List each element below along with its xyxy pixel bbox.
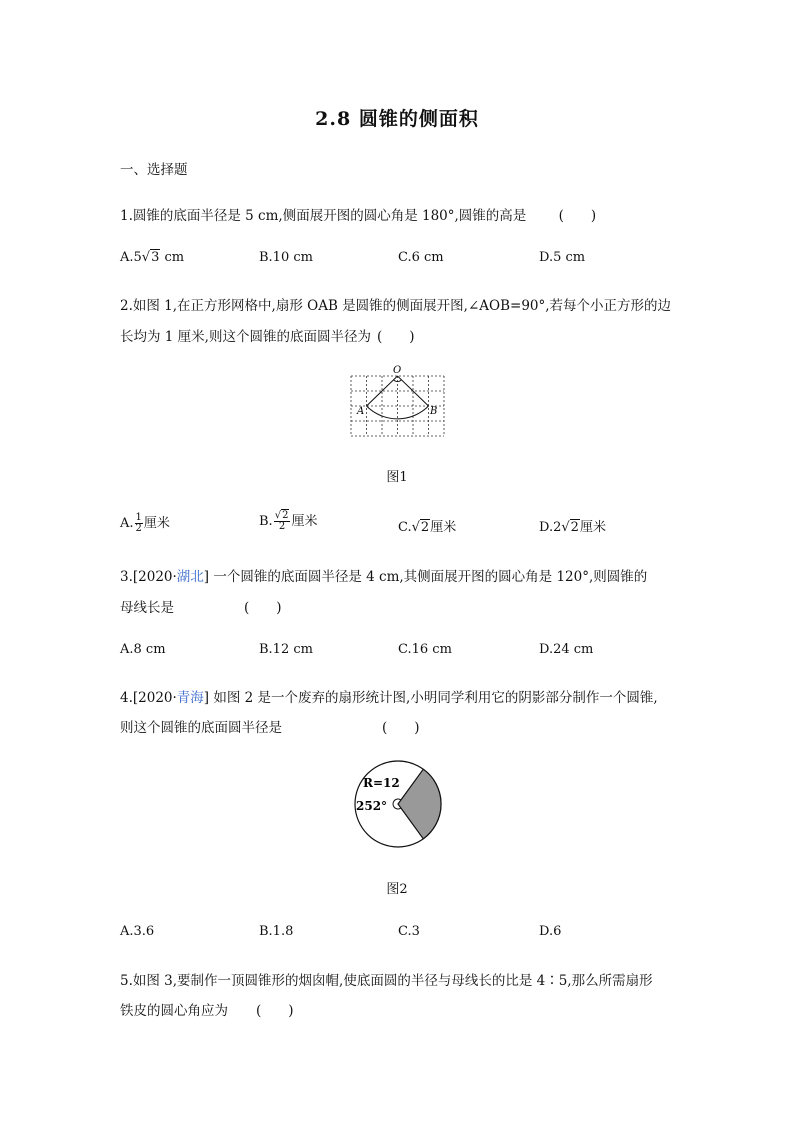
- section-heading: 一、选择题: [120, 162, 188, 178]
- question-3-line-1: 3.[2020·湖北] 一个圆锥的底面圆半径是 4 cm,其侧面展开图的圆心角是 120°,则圆锥的: [120, 569, 648, 585]
- option-c: C.6 cm: [398, 250, 444, 265]
- sqrt-sign: √2: [561, 520, 579, 535]
- source-region: 青海: [176, 690, 204, 706]
- option-b: B.1.8: [259, 924, 294, 939]
- fraction: $\frac{1}{2}$: [135, 512, 142, 534]
- option-c: C.16 cm: [398, 642, 452, 657]
- option-d: D.2√2厘米: [539, 520, 606, 535]
- figure-2-pie-chart: [350, 760, 446, 856]
- option-a: A.8 cm: [120, 642, 166, 657]
- angle-label: 252°: [356, 799, 388, 813]
- option-d: D.5 cm: [539, 250, 586, 265]
- option-a: A. $\frac{1}{2}$ 厘米: [120, 512, 170, 534]
- question-2-line-1: 2.如图 1,在正方形网格中,扇形 OAB 是圆锥的侧面展开图,∠AOB=90°,若每个小正方形的边: [120, 298, 672, 314]
- option-a: A.5√3 cm: [120, 250, 185, 265]
- figure-2-caption: 图2: [386, 882, 408, 897]
- answer-blank: ( ): [376, 329, 415, 345]
- label-a: A: [357, 406, 365, 417]
- option-c: C.3: [398, 924, 420, 939]
- option-b: B. $\frac{√2}{2}$ 厘米: [259, 510, 318, 532]
- question-1: [120, 204, 596, 224]
- question-1-text: 1.圆锥的底面半径是 5 cm,侧面展开图的圆心角是 180°,圆锥的高是: [120, 208, 527, 224]
- option-b: B.10 cm: [259, 250, 313, 265]
- question-5-line-1: 5.如图 3,要制作一顶圆锥形的烟囱帽,使底面圆的半径与母线长的比是 4∶5,那么所需扇形: [120, 973, 653, 989]
- label-o: O: [393, 365, 402, 376]
- answer-blank: ( ): [558, 208, 597, 224]
- option-d: D.24 cm: [539, 642, 594, 657]
- page-title: 2.8 圆锥的侧面积: [315, 108, 479, 130]
- question-4-line-1: 4.[2020·青海] 如图 2 是一个废弃的扇形统计图,小明同学利用它的阴影部分制作一个圆锥,: [120, 690, 658, 706]
- option-d: D.6: [539, 924, 562, 939]
- label-b: B: [430, 406, 438, 417]
- question-3-line-2: 母线长是 ( ): [120, 596, 282, 616]
- option-a: A.3.6: [120, 924, 155, 939]
- question-5-line-2: 铁皮的圆心角应为 ( ): [120, 999, 294, 1019]
- option-b: B.12 cm: [259, 642, 313, 657]
- question-2-line-2: 长均为 1 厘米,则这个圆锥的底面圆半径为 ( ): [120, 325, 415, 345]
- fraction: $\frac{√2}{2}$: [274, 510, 289, 532]
- source-region: 湖北: [176, 569, 204, 585]
- question-4-line-2: 则这个圆锥的底面圆半径是 ( ): [120, 716, 420, 736]
- option-c: C.√2厘米: [398, 520, 457, 535]
- answer-blank: ( ): [382, 720, 420, 736]
- sqrt-sign: √2: [411, 520, 430, 535]
- radius-label: R=12: [363, 776, 400, 790]
- sqrt-sign: √3: [141, 250, 160, 265]
- figure-1-caption: 图1: [386, 470, 408, 485]
- answer-blank: ( ): [256, 1003, 294, 1019]
- figure-1-grid-sector: [348, 362, 448, 442]
- answer-blank: ( ): [244, 600, 282, 616]
